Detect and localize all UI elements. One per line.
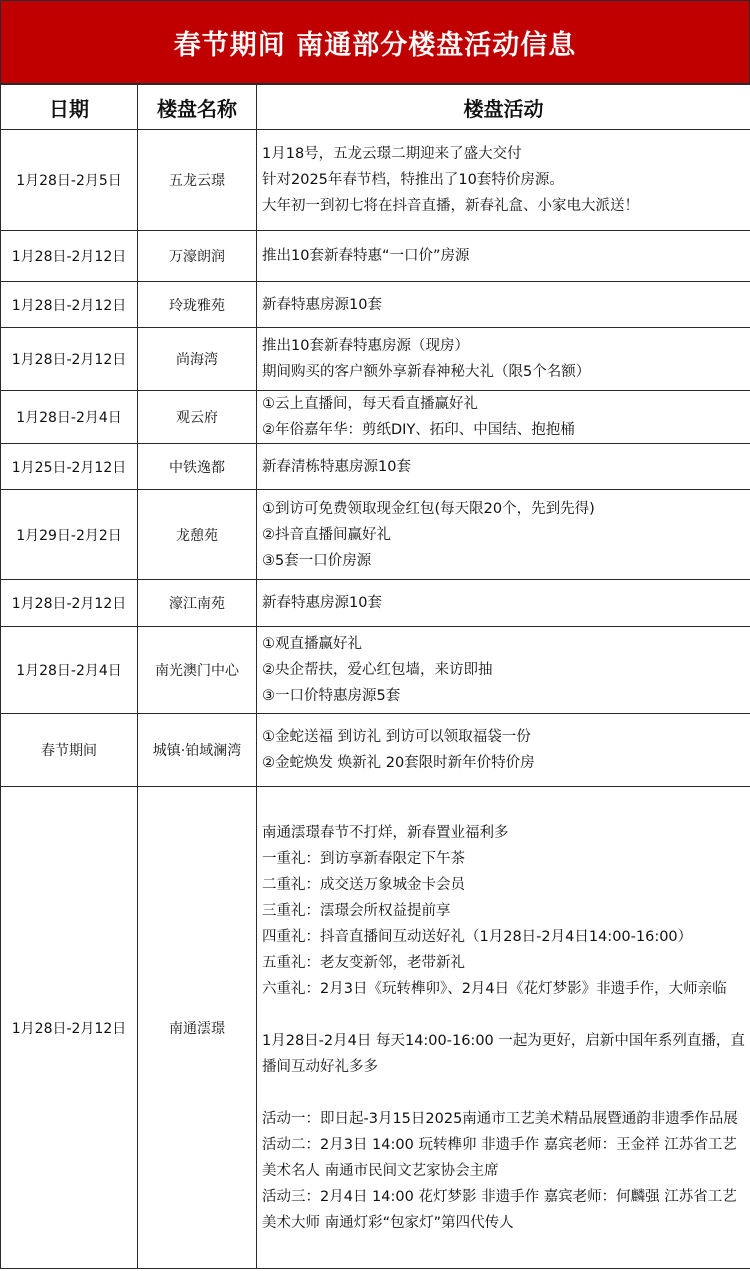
activity-line: 1月18号，五龙云璟二期迎来了盛大交付	[262, 146, 522, 162]
activity-line: 期间购买的客户额外享新春神秘大礼（限5个名额）	[262, 364, 591, 380]
activity-line: ①观直播赢好礼	[262, 636, 362, 652]
activity-line: 1月28日-2月4日 每天14:00-16:00 一起为更好，启新中国年系列直播，直播间互动好礼多多	[262, 1032, 745, 1075]
table-row	[1, 282, 750, 328]
activity-line: 六重礼：2月3日《玩转榫卯》、2月4日《花灯梦影》非遗手作，大师亲临	[262, 980, 727, 997]
activity-line: 新春特惠房源10套	[262, 296, 382, 313]
table-row	[1, 391, 750, 444]
table-row	[1, 714, 750, 787]
activity-line: ②金蛇焕发 焕新礼 20套限时新年价特价房	[262, 755, 535, 771]
activity-line: 三重礼：澐璟会所权益提前享	[262, 902, 451, 919]
row-date: 1月25日-2月12日	[1, 444, 138, 490]
activity-line: ②央企帮扶，爱心红包墙，来访即抽	[262, 662, 493, 678]
activity-spacer	[262, 1080, 746, 1106]
row-activity	[257, 627, 750, 714]
activity-spacer	[262, 1002, 746, 1028]
row-property-name: 南通澐璟	[138, 787, 257, 1269]
row-activity	[257, 444, 750, 490]
row-activity	[257, 787, 750, 1269]
row-activity	[257, 328, 750, 391]
table-row	[1, 328, 750, 391]
activity-line: 推出10套新春特惠“一口价”房源	[262, 248, 470, 264]
row-activity	[257, 714, 750, 787]
row-property-name: 龙憩苑	[138, 490, 257, 580]
activity-line: ③一口价特惠房源5套	[262, 688, 401, 704]
row-property-name: 五龙云璟	[138, 130, 257, 231]
activity-line: 二重礼：成交送万象城金卡会员	[262, 876, 465, 893]
row-date: 1月28日-2月4日	[1, 627, 138, 714]
table-header-row	[1, 85, 750, 130]
page-title: 春节期间 南通部分楼盘活动信息	[0, 0, 750, 84]
table-body	[1, 130, 750, 1269]
activity-line: ①到访可免费领取现金红包(每天限20个，先到先得)	[262, 500, 595, 517]
row-property-name: 玲珑雅苑	[138, 282, 257, 328]
activity-line: 五重礼：老友变新邻，老带新礼	[262, 954, 465, 971]
row-date: 1月28日-2月4日	[1, 391, 138, 444]
row-date: 春节期间	[1, 714, 138, 787]
row-date: 1月28日-2月12日	[1, 580, 138, 627]
activity-line: 推出10套新春特惠房源（现房）	[262, 338, 469, 354]
row-property-name: 中铁逸都	[138, 444, 257, 490]
activity-line: 南通澐璟春节不打烊，新春置业福利多	[262, 824, 509, 841]
activity-line: 活动一：即日起-3月15日2025南通市工艺美术精品展暨通韵非遗季作品展	[262, 1110, 738, 1127]
row-property-name: 尚海湾	[138, 328, 257, 391]
header-name: 楼盘名称	[138, 85, 257, 130]
table-row	[1, 490, 750, 580]
activity-line: 活动二：2月3日 14:00 玩转榫卯 非遗手作 嘉宾老师：王金祥 江苏省工艺美术名人 南通市民间文艺家协会主席	[262, 1136, 737, 1179]
row-date: 1月28日-2月12日	[1, 328, 138, 391]
row-date: 1月28日-2月12日	[1, 231, 138, 282]
activity-line: ②年俗嘉年华：剪纸DIY、拓印、中国结、抱抱桶	[262, 422, 575, 438]
row-activity	[257, 130, 750, 231]
row-activity	[257, 282, 750, 328]
table-row	[1, 580, 750, 627]
table-row	[1, 444, 750, 490]
row-property-name: 观云府	[138, 391, 257, 444]
header-date: 日期	[1, 85, 138, 130]
row-activity	[257, 490, 750, 580]
row-date: 1月28日-2月5日	[1, 130, 138, 231]
row-date: 1月28日-2月12日	[1, 787, 138, 1269]
row-date: 1月29日-2月2日	[1, 490, 138, 580]
activity-table	[0, 84, 750, 1269]
activity-line: 新春特惠房源10套	[262, 595, 382, 611]
table-row	[1, 130, 750, 231]
activity-line: 四重礼：抖音直播间互动送好礼（1月28日-2月4日14:00-16:00）	[262, 928, 693, 945]
row-activity	[257, 580, 750, 627]
activity-line: 活动三：2月4日 14:00 花灯梦影 非遗手作 嘉宾老师：何麟强 江苏省工艺美术大师 南通灯彩“包家灯”第四代传人	[262, 1188, 737, 1231]
activity-line: 一重礼：到访享新春限定下午茶	[262, 850, 465, 867]
table-row	[1, 787, 750, 1269]
row-property-name: 濠江南苑	[138, 580, 257, 627]
header-activity: 楼盘活动	[257, 85, 750, 130]
row-date: 1月28日-2月12日	[1, 282, 138, 328]
activity-line: 针对2025年春节档，特推出了10套特价房源。	[262, 172, 564, 188]
row-property-name: 南光澳门中心	[138, 627, 257, 714]
row-property-name: 城镇·铂域澜湾	[138, 714, 257, 787]
activity-line: ③5套一口价房源	[262, 552, 372, 569]
activity-line: ①金蛇送福 到访礼 到访可以领取福袋一份	[262, 729, 531, 745]
table-row	[1, 627, 750, 714]
row-activity	[257, 391, 750, 444]
row-property-name: 万濠朗润	[138, 231, 257, 282]
activity-line: ①云上直播间，每天看直播赢好礼	[262, 396, 478, 412]
activity-line: ②抖音直播间赢好礼	[262, 526, 391, 543]
row-activity	[257, 231, 750, 282]
activity-line: 新春清栋特惠房源10套	[262, 458, 411, 475]
activity-line: 大年初一到初七将在抖音直播，新春礼盒、小家电大派送！	[262, 198, 639, 214]
table-row	[1, 231, 750, 282]
